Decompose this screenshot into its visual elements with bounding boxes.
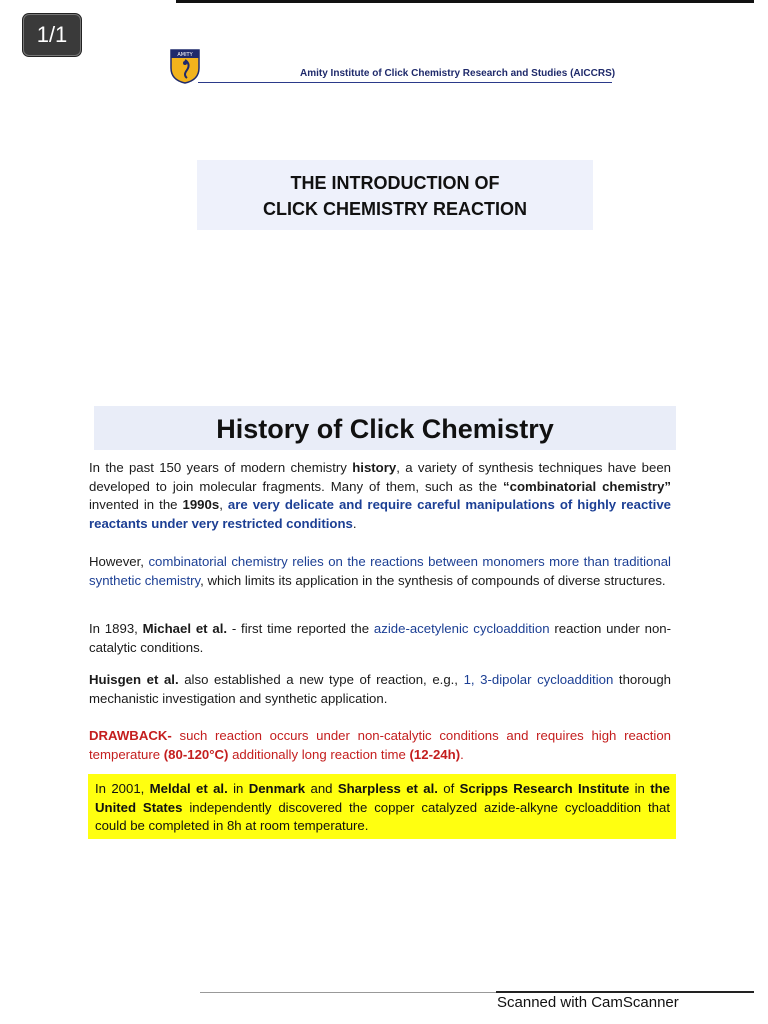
paragraph-combinatorial: However, combinatorial chemistry relies on the reactions between monomers more than traditional synthetic chemistry, which limits its application in the synthesis of compounds of diverse structures. (89, 554, 671, 588)
paragraph-drawback: DRAWBACK- such reaction occurs under non-catalytic conditions and requires high reaction temperature (80-120°C) additionally long reaction time (12-24h). (89, 728, 671, 762)
camscanner-footer: Scanned with CamScanner (497, 994, 679, 1011)
top-rule (176, 0, 754, 3)
paragraph-huisgen: Huisgen et al. also established a new type of reaction, e.g., 1, 3-dipolar cycloaddition thorough mechanistic investigation and synthetic application. (89, 672, 671, 706)
title-line-2: CLICK CHEMISTRY REACTION (262, 199, 527, 219)
footer-rule (496, 991, 754, 993)
svg-text:AMITY: AMITY (177, 52, 193, 59)
paragraph-michael: In 1893, Michael et al. - first time reported the azide-acetylenic cycloaddition reaction under non-catalytic conditions. (89, 621, 672, 655)
title-line-1: THE INTRODUCTION OF (290, 173, 500, 193)
page-counter-badge: 1/1 (23, 14, 81, 56)
institute-header: Amity Institute of Click Chemistry Research and Studies (AICCRS) (300, 68, 616, 79)
header-underline (198, 82, 612, 83)
highlighted-paragraph: In 2001, Meldal et al. in Denmark and Sharpless et al. of Scripps Research Institute in the United States independently discovered the copper catalyzed azide-alkyne cycloaddition that could be completed in 8h at room temperature. (88, 774, 676, 839)
paragraph-history: In the past 150 years of modern chemistry history, a variety of synthesis techniques have been developed to join molecular fragments. Many of them, such as the “combinatorial chemistry” invented in the 1990s, are very delicate and require careful manipulations of highly reactive reactants under very restricted conditions. (89, 460, 671, 531)
title-box (197, 160, 593, 230)
section-heading: History of Click Chemistry (94, 406, 676, 450)
amity-logo-icon (169, 48, 201, 84)
